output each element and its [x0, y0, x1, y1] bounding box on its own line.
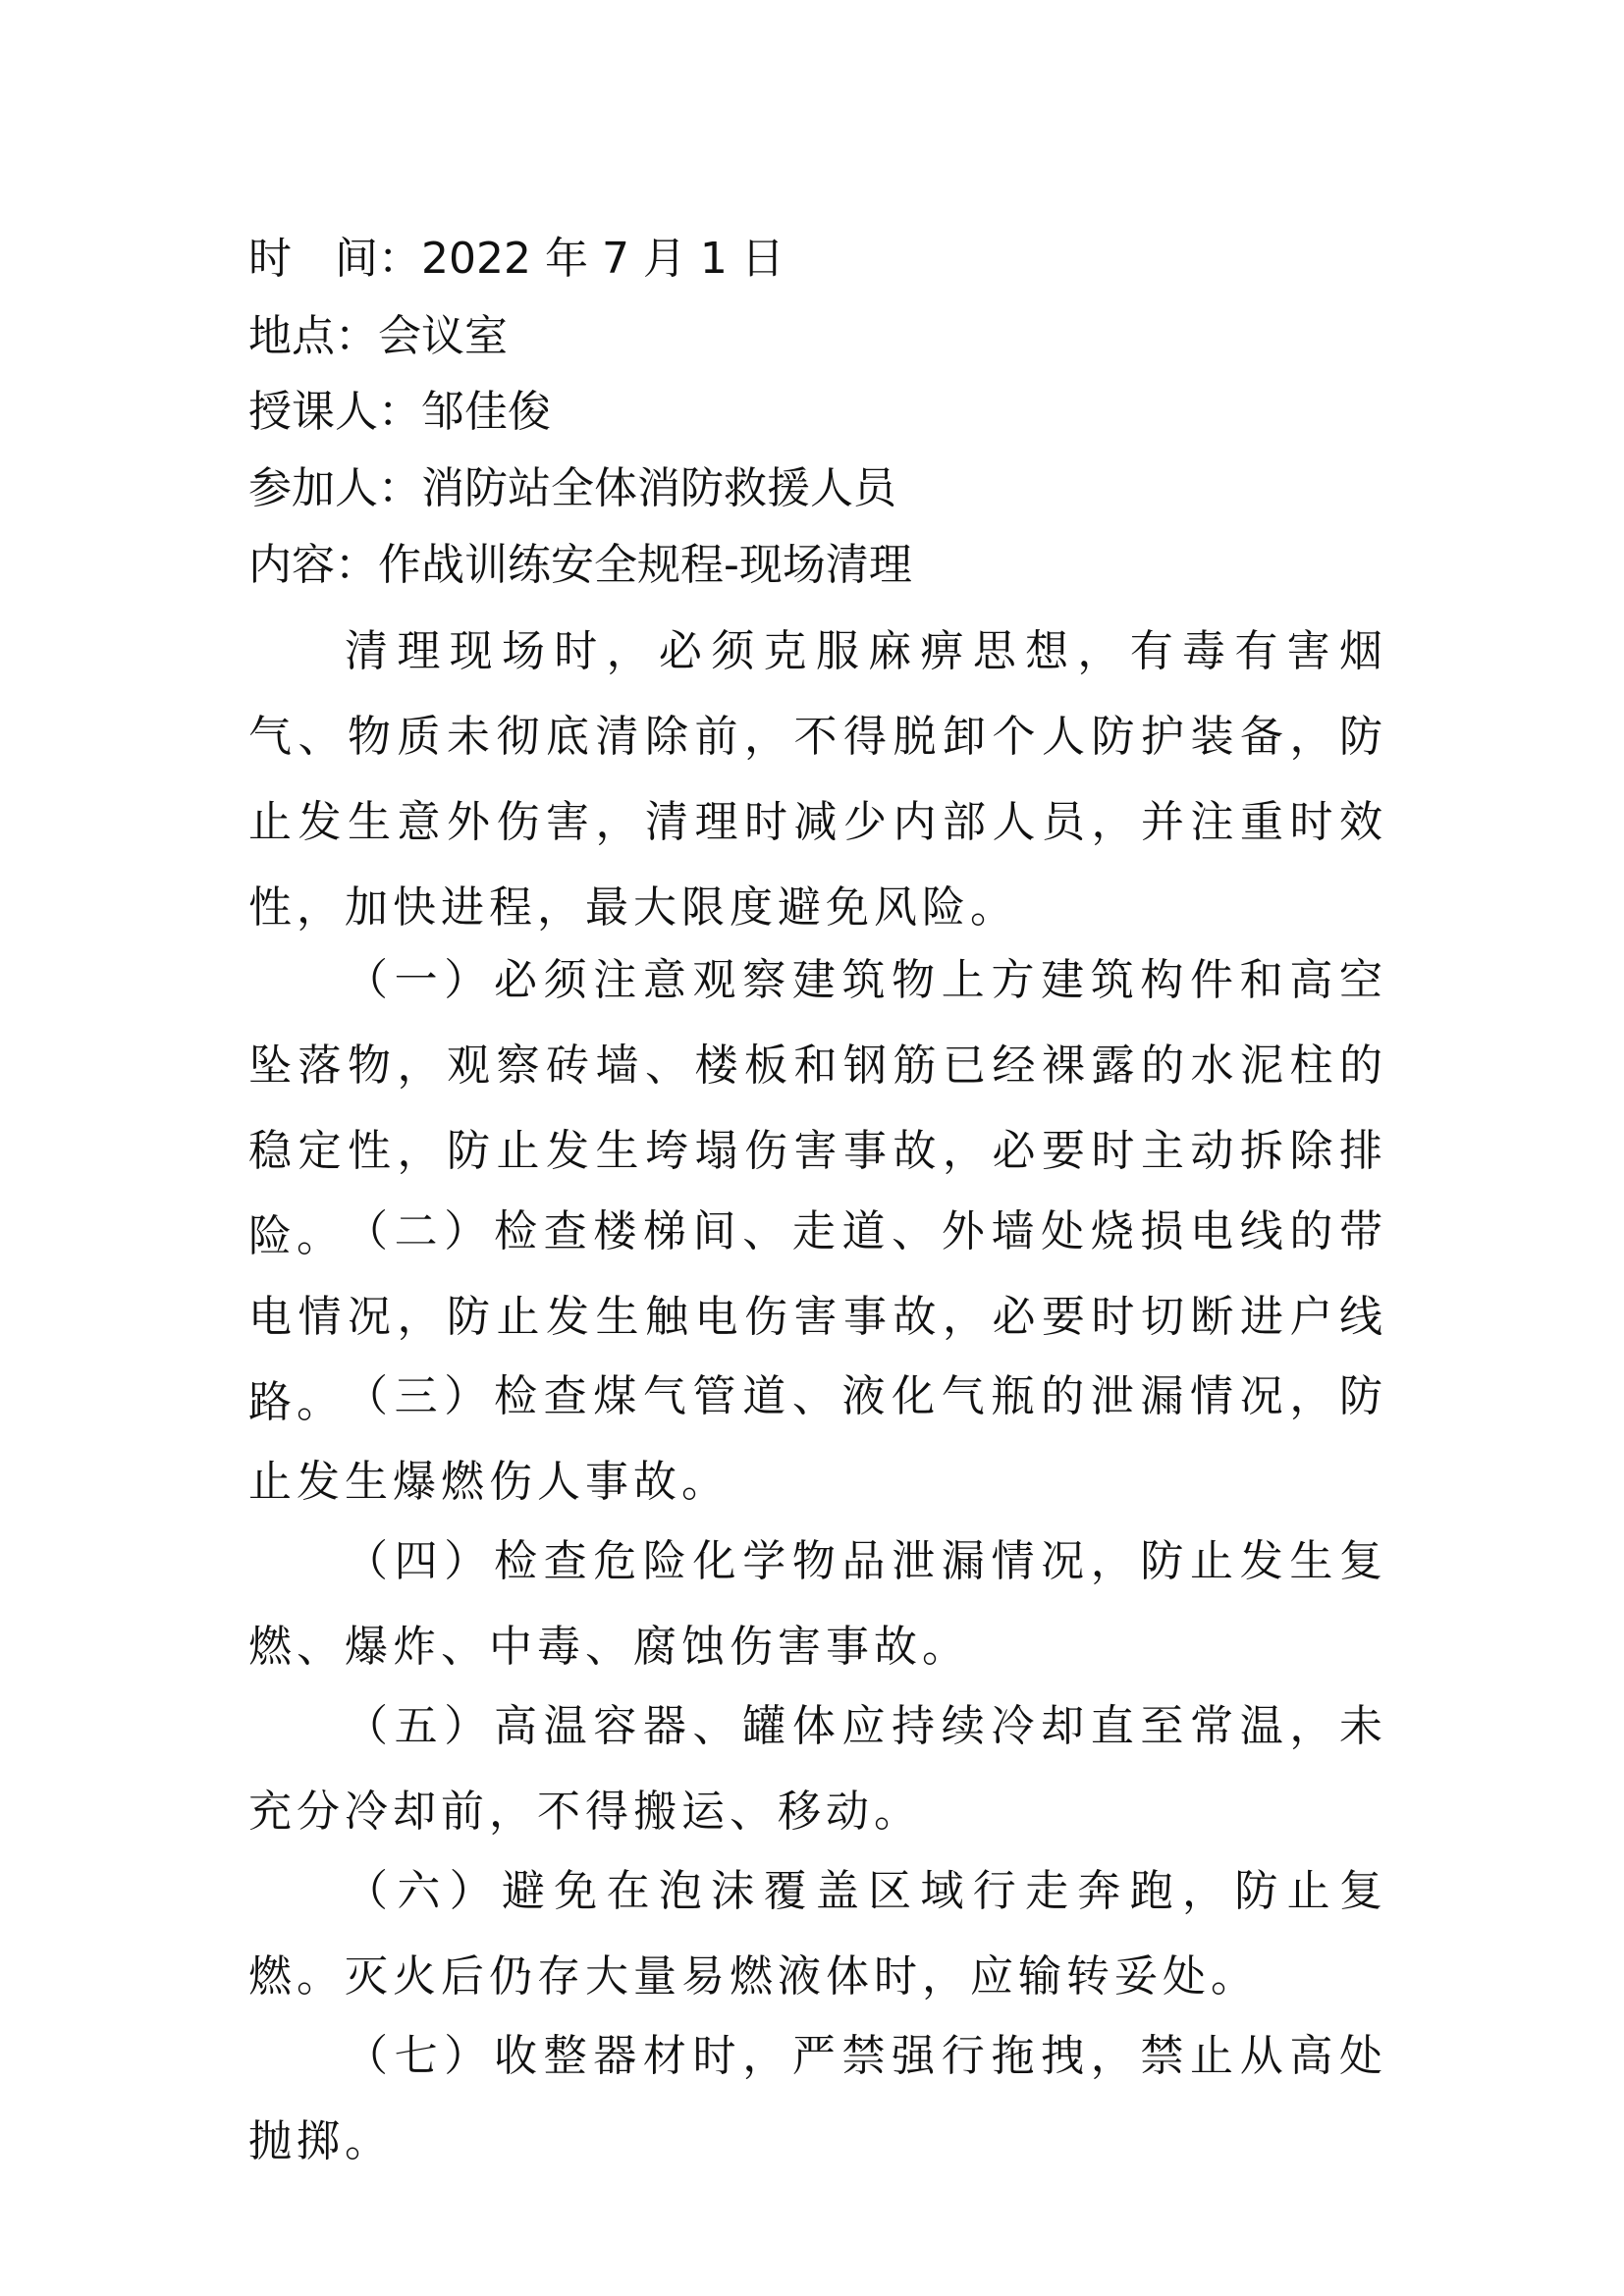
- item-paragraph-6: （六）避免在泡沫覆盖区域行走奔跑，防止复燃。灭火后仍存大量易燃液体时，应输转妥处。: [248, 1866, 1387, 2002]
- meta-location: 地点：会议室: [248, 311, 508, 361]
- meta-time: 时 间：2022 年 7 月 1 日: [248, 234, 785, 284]
- meta-content: 内容：作战训练安全规程-现场清理: [248, 540, 912, 590]
- item-paragraph-7: （七）收整器材时，严禁强行拖拽，禁止从高处抛掷。: [248, 2031, 1387, 2166]
- meta-instructor: 授课人：邹佳俊: [248, 387, 551, 437]
- item-paragraph-4: （四）检查危险化学物品泄漏情况，防止发生复燃、爆炸、中毒、腐蚀伤害事故。: [248, 1536, 1387, 1672]
- item-paragraph-3: （三）检查煤气管道、液化气瓶的泄漏情况，防止发生爆燃伤人事故。: [248, 1371, 1387, 1507]
- item-paragraph-5: （五）高温容器、罐体应持续冷却直至常温，未充分冷却前，不得搬运、移动。: [248, 1701, 1387, 1837]
- intro-paragraph: 清理现场时，必须克服麻痹思想，有毒有害烟气、物质未彻底清除前，不得脱卸个人防护装备，防止发生意外伤害，清理时减少内部人员，并注重时效性，加快进程，最大限度避免风险。: [248, 626, 1387, 933]
- item-paragraph-1: （一）必须注意观察建筑物上方建筑构件和高空坠落物，观察砖墙、楼板和钢筋已经裸露的水泥柱的稳定性，防止发生垮塌伤害事故，必要时主动拆除排险。: [248, 955, 1387, 1261]
- item-paragraph-2: （二）检查楼梯间、走道、外墙处烧损电线的带电情况，防止发生触电伤害事故，必要时切断进户线路。: [248, 1206, 1387, 1427]
- meta-participants: 参加人：消防站全体消防救援人员: [248, 463, 896, 513]
